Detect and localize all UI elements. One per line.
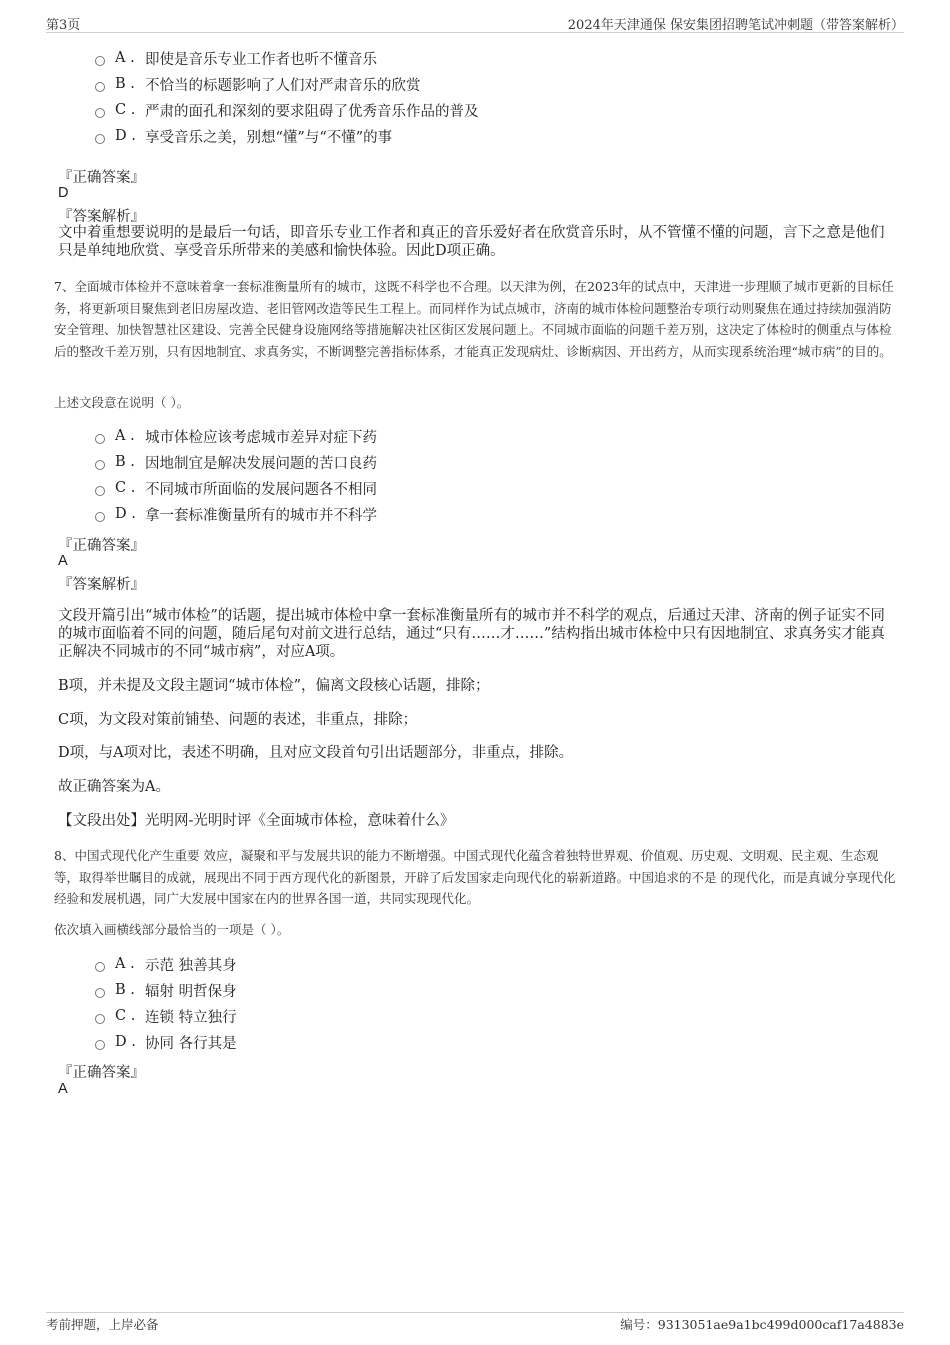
q6-options	[95, 45, 855, 149]
q8-option-a[interactable]	[95, 951, 855, 977]
option-text: 示范 独善其身	[145, 957, 237, 974]
option-text: 即使是音乐专业工作者也听不懂音乐	[145, 51, 377, 68]
option-letter: D .	[115, 506, 136, 522]
q6-analysis-label: 『答案解析』	[58, 209, 145, 225]
q7-analysis-paragraph-3: C项，为文段对策前铺垫、问题的表述，非重点，排除；	[58, 712, 418, 728]
q6-answer: D	[58, 185, 69, 201]
page-header	[46, 14, 904, 33]
radio-icon[interactable]	[95, 108, 105, 118]
option-text: 因地制宜是解决发展问题的苦口良药	[145, 455, 377, 472]
q8-stem: 依次填入画横线部分最恰当的一项是（ ）。	[54, 922, 290, 937]
option-letter: D .	[115, 1034, 136, 1050]
q6-option-b[interactable]	[95, 71, 855, 97]
q8-passage: 8、中国式现代化产生重要 效应，凝聚和平与发展共识的能力不断增强。中国式现代化蕴含着独特世界观、价值观、历史观、文明观、民主观、生态观等，取得举世瞩目的成就，展现出不同于西方现代化的新图景，开辟了后发国家走向现代化的崭新道路。中国追求的不是 的现代化，而是真诚分享现代化经验和发展机遇，同广大发展中国家在内的世界各国一道，共同实现现代化。	[54, 848, 896, 906]
option-text: 城市体检应该考虑城市差异对症下药	[145, 429, 377, 446]
q6-analysis: 文中着重想要说明的是最后一句话，即音乐专业工作者和真正的音乐爱好者在欣赏音乐时，从不管懂不懂的问题，言下之意是他们只是单纯地欣赏、享受音乐所带来的美感和愉快体验。因此D项正确。	[58, 225, 885, 259]
q7-option-a[interactable]	[95, 423, 855, 449]
q6-option-a[interactable]	[95, 45, 855, 71]
q8-option-c[interactable]	[95, 1003, 855, 1029]
q6-answer-label: 『正确答案』	[58, 170, 145, 186]
radio-icon[interactable]	[95, 82, 105, 92]
option-text: 享受音乐之美，别想“懂”与“不懂”的事	[145, 129, 393, 146]
option-text: 协同 各行其是	[145, 1035, 237, 1052]
radio-icon[interactable]	[95, 460, 105, 470]
option-letter: A .	[115, 956, 135, 972]
document-id: 编号：9313051ae9a1bc499d000caf17a4883e	[620, 1317, 904, 1332]
q7-analysis-paragraph-4: D项，与A项对比，表述不明确，且对应文段首句引出话题部分，非重点，排除。	[58, 745, 574, 761]
q8-answer: A	[58, 1081, 68, 1097]
q8-options	[95, 951, 855, 1055]
option-letter: C .	[115, 480, 136, 496]
option-text: 不恰当的标题影响了人们对严肃音乐的欣赏	[145, 77, 421, 94]
q7-analysis-paragraph-5: 故正确答案为A。	[58, 779, 170, 795]
option-letter: A .	[115, 50, 135, 66]
option-letter: B .	[115, 982, 135, 998]
option-letter: C .	[115, 102, 136, 118]
radio-icon[interactable]	[95, 1040, 105, 1050]
q7-option-b[interactable]	[95, 449, 855, 475]
radio-icon[interactable]	[95, 434, 105, 444]
option-text: 不同城市所面临的发展问题各不相同	[145, 481, 377, 498]
q7-answer-label: 『正确答案』	[58, 538, 145, 554]
radio-icon[interactable]	[95, 512, 105, 522]
document-title: 2024年天津通保 保安集团招聘笔试冲刺题（带答案解析）	[567, 18, 904, 33]
q7-option-d[interactable]	[95, 501, 855, 527]
radio-icon[interactable]	[95, 56, 105, 66]
page-number: 第3页	[46, 18, 81, 33]
q7-analysis-paragraph-2: B项，并未提及文段主题词“城市体检”，偏离文段核心话题，排除；	[58, 678, 490, 694]
page-footer	[46, 1312, 904, 1332]
q6-option-d[interactable]	[95, 123, 855, 149]
radio-icon[interactable]	[95, 988, 105, 998]
option-letter: D .	[115, 128, 136, 144]
q7-source: 【文段出处】光明网-光明时评《全面城市体检，意味着什么》	[58, 813, 455, 829]
q6-option-c[interactable]	[95, 97, 855, 123]
radio-icon[interactable]	[95, 486, 105, 496]
q8-answer-label: 『正确答案』	[58, 1065, 145, 1081]
radio-icon[interactable]	[95, 962, 105, 972]
radio-icon[interactable]	[95, 1014, 105, 1024]
option-letter: A .	[115, 428, 135, 444]
option-text: 连锁 特立独行	[145, 1009, 237, 1026]
option-text: 拿一套标准衡量所有的城市并不科学	[145, 507, 377, 524]
q7-option-c[interactable]	[95, 475, 855, 501]
q7-options	[95, 423, 855, 527]
option-letter: B .	[115, 76, 135, 92]
q8-option-d[interactable]	[95, 1029, 855, 1055]
q7-passage: 7、全面城市体检并不意味着拿一套标准衡量所有的城市，这既不科学也不合理。以天津为例，在2023年的试点中，天津进一步理顺了城市更新的目标任务，将更新项目聚焦到老旧房屋改造、老旧管网改造等民生工程上。而同样作为试点城市，济南的城市体检问题整治专项行动则聚焦在通过持续加强消防安全管理、加快智慧社区建设、完善全民健身设施网络等措施解决社区街区发展问题上。不同城市面临的问题千差万别，这决定了体检时的侧重点与体检后的整改千差万别，只有因地制宜、求真务实，不断调整完善指标体系，才能真正发现病灶、诊断病因、开出药方，从而实现系统治理“城市病”的目的。	[54, 279, 894, 359]
option-text: 严肃的面孔和深刻的要求阻碍了优秀音乐作品的普及	[145, 103, 479, 120]
footer-slogan: 考前押题，上岸必备	[46, 1317, 159, 1332]
q8-option-b[interactable]	[95, 977, 855, 1003]
q7-analysis-paragraph-1: 文段开篇引出“城市体检”的话题，提出城市体检中拿一套标准衡量所有的城市并不科学的观点，后通过天津、济南的例子证实不同的城市面临着不同的问题，随后尾句对前文进行总结，通过“只有……才……”结构指出城市体检中只有因地制宜、求真务实才能真正解决不同城市的不同“城市病”，对应A项。	[58, 608, 885, 660]
q7-stem: 上述文段意在说明（ ）。	[54, 395, 190, 410]
q7-answer: A	[58, 553, 68, 569]
q7-analysis-label: 『答案解析』	[58, 577, 145, 593]
option-text: 辐射 明哲保身	[145, 983, 237, 1000]
option-letter: C .	[115, 1008, 136, 1024]
radio-icon[interactable]	[95, 134, 105, 144]
option-letter: B .	[115, 454, 135, 470]
